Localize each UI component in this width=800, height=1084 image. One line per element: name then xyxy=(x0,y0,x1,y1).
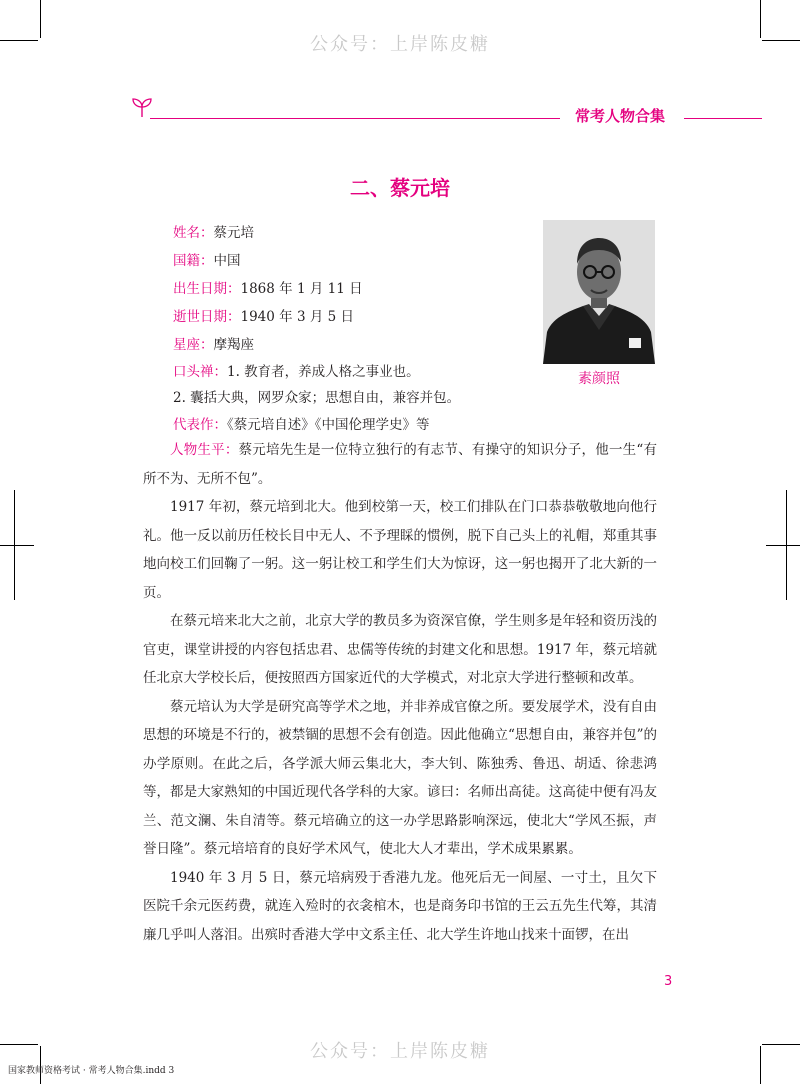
field-label: 国籍 xyxy=(173,253,200,269)
sprout-icon xyxy=(130,96,154,118)
field-value: 2. 囊括大典，网罗众家；思想自由，兼容并包。 xyxy=(173,390,461,406)
biography-label: 人物生平 xyxy=(170,442,225,458)
footer-file-info: 国家教师资格考试 · 常考人物合集.indd 3 xyxy=(8,1066,175,1076)
portrait-photo xyxy=(543,220,655,364)
field-label: 姓名 xyxy=(173,225,200,241)
biography-intro-text: 蔡元培先生是一位特立独行的有志节、有操守的知识分子，他一生“有所不为、无所不包”。 xyxy=(143,442,658,487)
field-label: 逝世日期 xyxy=(173,309,227,325)
crop-mark xyxy=(0,545,34,546)
field-label: 代表作 xyxy=(173,417,214,433)
field-birth-date: 出生日期：1868 年 1 月 11 日 xyxy=(173,281,363,297)
field-value: 《蔡元培自述》《中国伦理学史》等 xyxy=(227,417,430,433)
field-label: 星座 xyxy=(173,337,200,353)
biography-paragraph: 1940 年 3 月 5 日，蔡元培病殁于香港九龙。他死后无一间屋、一寸土，且欠下医院千余元医药费，就连入殓时的衣衾棺木，也是商务印书馆的王云五先生代筹，其清廉几乎叫人落泪。出殡时香港大学中文系主任、北大学生许地山找来十面锣，在出 xyxy=(143,869,657,943)
biography xyxy=(143,436,657,949)
field-nationality: 国籍：中国 xyxy=(173,253,241,269)
field-motto: 口头禅：1. 教育者，养成人格之事业也。 xyxy=(173,364,420,380)
header-rule xyxy=(150,118,560,119)
field-name: 姓名：蔡元培 xyxy=(173,225,254,241)
crop-mark xyxy=(766,545,800,546)
field-value: 1. 教育者，养成人格之事业也。 xyxy=(227,364,420,380)
field-value: 1940 年 3 月 5 日 xyxy=(240,309,354,325)
header-title: 常考人物合集 xyxy=(575,107,666,125)
header-rule-right xyxy=(684,118,762,119)
chapter-title: 二、蔡元培 xyxy=(350,176,450,200)
field-motto-line2 xyxy=(173,388,460,408)
page-number: 3 xyxy=(664,974,673,989)
field-works: 代表作：《蔡元培自述》《中国伦理学史》等 xyxy=(173,417,430,433)
portrait-illustration xyxy=(543,220,655,364)
field-zodiac: 星座：摩羯座 xyxy=(173,337,254,353)
biography-paragraph: 蔡元培认为大学是研究高等学术之地，并非养成官僚之所。要发展学术，没有自由思想的环境是不行的，被禁锢的思想不会有创造。因此他确立“思想自由，兼容并包”的办学原则。在此之后，各学派大师云集北大，李大钊、陈独秀、鲁迅、胡适、徐悲鸿等，都是大家熟知的中国近现代各学科的大家。谚曰：名师出高徒。这高徒中便有冯友兰、范文澜、朱自清等。蔡元培确立的这一办学思路影响深远，使北大“学风丕振，声誉日隆”。蔡元培培育的良好学术风气，使北大人才辈出，学术成果累累。 xyxy=(143,698,657,857)
biography-intro: 人物生平：蔡元培先生是一位特立独行的有志节、有操守的知识分子，他一生“有所不为、无所不包”。 xyxy=(143,442,658,487)
biography-paragraph: 在蔡元培来北大之前，北京大学的教员多为资深官僚，学生则多是年轻和资历浅的官吏，课堂讲授的内容包括忠君、忠儒等传统的封建文化和思想。1917 年，蔡元培就任北京大学校长后，便按照西方国家近代的大学模式，对北京大学进行整顿和改革。 xyxy=(143,613,657,686)
watermark-bottom: 公众号：上岸陈皮糖 xyxy=(310,1041,490,1062)
field-value: 1868 年 1 月 11 日 xyxy=(240,281,363,297)
watermark-top: 公众号：上岸陈皮糖 xyxy=(310,34,490,55)
field-label: 出生日期 xyxy=(173,281,227,297)
biography-paragraph: 1917 年初，蔡元培到北大。他到校第一天，校工们排队在门口恭恭敬敬地向他行礼。他一反以前历任校长目中无人、不予理睬的惯例，脱下自己头上的礼帽，郑重其事地向校工们回鞠了一躬。这一躬让校工和学生们大为惊讶，这一躬也揭开了北大新的一页。 xyxy=(143,499,657,601)
field-label: 口头禅 xyxy=(173,364,214,380)
field-value: 中国 xyxy=(213,253,241,269)
field-death-date: 逝世日期：1940 年 3 月 5 日 xyxy=(173,309,354,325)
field-value: 蔡元培 xyxy=(213,225,254,241)
field-value: 摩羯座 xyxy=(213,337,254,353)
photo-caption: 素颜照 xyxy=(578,371,620,387)
